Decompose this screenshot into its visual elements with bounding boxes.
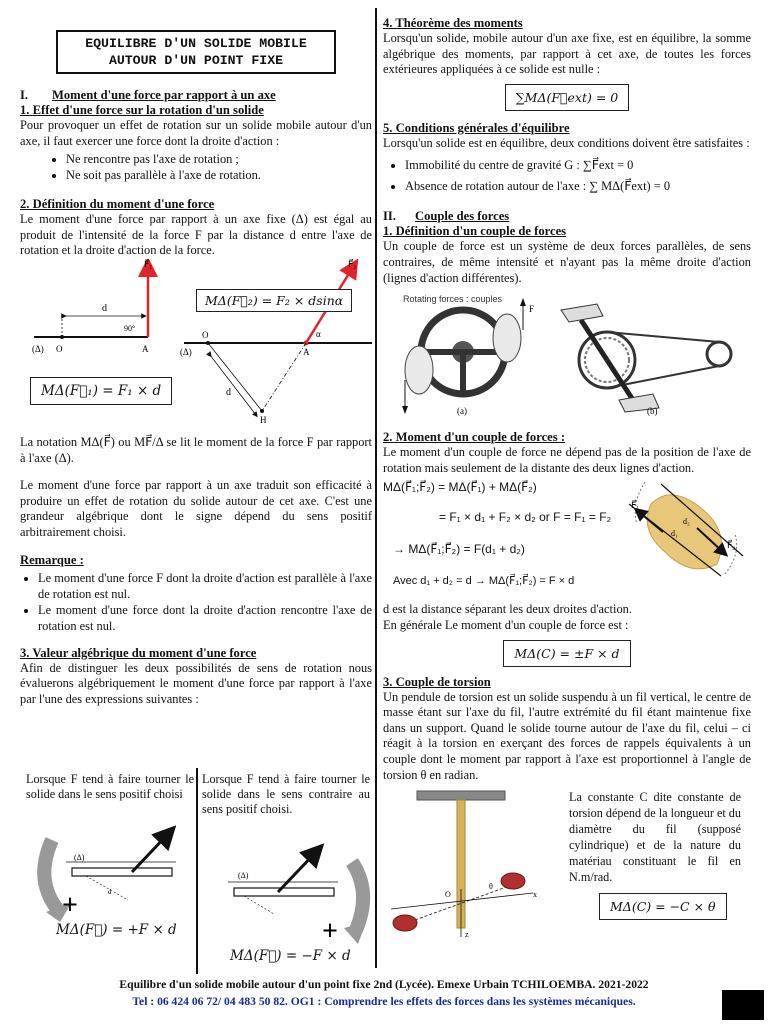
section-2-heading: II. Couple des forces: [383, 209, 510, 224]
couple-moment-heading: 2. Moment d'un couple de forces :: [383, 430, 566, 445]
delta-label-4: (Δ): [238, 871, 249, 880]
f1-label: F⃗₁: [144, 258, 153, 269]
torsion-block: [383, 789, 751, 939]
equation-line-3: → MΔ(F⃗₁;F⃗₂) = F(d₁ + d₂): [393, 542, 525, 557]
section-1-title: Moment d'une force par rapport à un axe: [52, 88, 276, 102]
couple-formula: MΔ(C) = ±F × d: [503, 640, 630, 667]
algebraic-cases: [16, 762, 374, 974]
theta-label: θ: [489, 882, 493, 892]
couple-d2-label: d₂: [683, 517, 690, 527]
column-divider: [375, 8, 377, 968]
subsection-1-heading: 1. Effet d'une force sur la rotation d'un solide: [20, 103, 264, 117]
formula-positive: MΔ(F⃗) = +F × d: [56, 922, 177, 938]
plus-sign-2: +: [322, 916, 338, 947]
list-item: • Le moment d'une force F dont la droite d'action est parallèle à l'axe de rotation est nul.: [38, 570, 372, 602]
list-item: • Ne rencontre pas l'axe de rotation ;: [66, 151, 372, 167]
footer-line-1: Equilibre d'un solide mobile autour d'un point fixe 2nd (Lycée). Emexe Urbain TCHILOEMBA. 2021-2022: [119, 978, 649, 991]
moment-text: Le moment d'une force par rapport à un axe traduit son efficacité à produire un effet de rotation du solide autour de cet axe. C'est une grandeur algébrique dont le signe dépend du sens positif arbitrairement choisi.: [20, 478, 372, 539]
couple-figure: [383, 290, 751, 420]
point-o-label-2: O: [202, 329, 209, 340]
subsection-3-heading: 3. Valeur algébrique du moment d'une force: [20, 645, 257, 660]
f2-label: F⃗₂: [348, 258, 357, 269]
list-item: • Ne soit pas parallèle à l'axe de rotation.: [66, 167, 372, 183]
footer-phone: Tel : 06 424 06 72/ 04 483 50 82.: [132, 995, 288, 1008]
couple-moment-block: [383, 480, 751, 594]
distance-d-label: d: [102, 302, 107, 314]
rotation-arrow-icon-2: [352, 862, 363, 930]
subsection-5-heading: 5. Conditions générales d'équilibre: [383, 120, 570, 135]
point-o-label: O: [56, 343, 63, 354]
alpha-label: α: [316, 328, 321, 339]
distance-d-label-3: d: [108, 888, 112, 896]
moment-diagram: [20, 259, 372, 435]
subsection-1-text: Pour provoquer un effet de rotation sur un solide mobile autour d'un axe, il faut exercer une force dont la droite d'action :: [20, 118, 372, 148]
torsion-side-text: La constante C dite constante de torsion dépend de la longueur et du diamètre du fil (supposé cylindrique) et de la nature du matériau constituant le fil en N.m/rad.: [569, 790, 741, 885]
angle-90-label: 90°: [124, 323, 136, 333]
list-item: • Immobilité du centre de gravité G : ∑F⃗ext = 0: [405, 155, 751, 176]
equation-line-1: MΔ(F⃗₁;F⃗₂) = MΔ(F⃗₁) + MΔ(F⃗₂): [383, 480, 537, 495]
couple-illustration: [383, 290, 751, 420]
distance-d-label-2: d: [226, 386, 231, 398]
point-h-label: H: [260, 414, 267, 425]
formula-f2-box: MΔ(F⃗₂) = F₂ × dsinα: [196, 289, 352, 312]
list-item: • Le moment d'une force dont la droite d'action rencontre l'axe de rotation est nul.: [38, 602, 372, 634]
delta-label-3: (Δ): [74, 853, 85, 862]
figure-a-label: (a): [457, 406, 467, 417]
couple-d1-label: d₁: [671, 529, 678, 539]
subsection-4-text: Lorsqu'un solide, mobile autour d'un axe fixe, est en équilibre, la somme algébrique des moments, par rapport à cet axe, de toutes les forces extérieures appliquées à ce solide est nulle :: [383, 31, 751, 77]
delta-label-2: (Δ): [180, 346, 192, 357]
remarque-heading: Remarque :: [20, 552, 84, 567]
document-title: [56, 30, 336, 74]
figure-b-label: (b): [647, 406, 658, 417]
point-a-label-2: A: [303, 346, 310, 357]
couple-figure-title: Rotating forces : couples: [403, 294, 503, 305]
list-item: • Absence de rotation autour de l'axe : ∑ MΔ(F⃗ext) = 0: [405, 176, 751, 197]
footer-objective: OG1 : Comprendre les effets des forces dans les systèmes mécaniques.: [287, 995, 636, 1008]
couple-def-text: Un couple de force est un système de deux forces parallèles, de sens contraires, de même intensité et n'ayant pas la même droite d'action (lignes d'action différentes).: [383, 239, 751, 285]
footer-line-2: [0, 993, 768, 1010]
couple-solid-diagram: [621, 474, 751, 588]
torsion-formula: MΔ(C) = −C × θ: [599, 893, 727, 920]
formula-negative: MΔ(F⃗) = −F × d: [230, 948, 351, 964]
corner-block: [722, 990, 764, 1020]
case-negative-text: Lorsque F tend à faire tourner le solide dans le sens contraire au sens positif choisi.: [202, 772, 370, 816]
point-a-label: A: [142, 343, 149, 354]
algebraic-figures: [16, 762, 374, 974]
couple-def-heading: 1. Définition d'un couple de forces: [383, 224, 567, 239]
force-f-label-2: F: [529, 304, 535, 315]
couple-general-text: En générale Le moment d'un couple de force est :: [383, 617, 629, 632]
torsion-heading: 3. Couple de torsion: [383, 674, 491, 689]
moment-theorem-formula: ∑MΔ(F⃗ext) = 0: [505, 84, 630, 111]
subsection-2-text: Le moment d'une force par rapport à un axe fixe (Δ) est égal au produit de l'intensité de la force F par la distance d entre l'axe de rotation et la droite d'action de la force.: [20, 212, 372, 258]
equation-line-4: Avec d₁ + d₂ = d → MΔ(F⃗₁;F⃗₂) = F × d: [393, 575, 575, 588]
origin-label: O: [445, 890, 451, 900]
plus-sign: +: [62, 890, 78, 921]
couple-moment-text: Le moment d'un couple de force ne dépend pas de la position de l'axe de rotation mais seulement de la distante des deux lignes d'action.: [383, 445, 751, 475]
subsection-5-text: Lorsqu'un solide est en équilibre, deux conditions doivent être satisfaites :: [383, 135, 750, 150]
subsection-3-text: Afin de distinguer les deux possibilités de sens de rotation nous évaluerons algébriquement le moment d'une force par rapport à l'axe par l'une des expressions suivantes :: [20, 660, 372, 706]
formula-f1-box: MΔ(F⃗₁) = F₁ × d: [30, 377, 172, 405]
subsection-5-bullets: [383, 155, 751, 197]
section-1-heading: [20, 88, 372, 103]
title-line-1: EQUILIBRE D'UN SOLIDE MOBILE: [85, 36, 307, 51]
moment-figure: [20, 259, 372, 435]
torsion-text: Un pendule de torsion est un solide suspendu à un fil vertical, le centre de masse étant sur l'axe du fil, l'autre extrémité du fil étant maintenue fixe dans un support. Quand le solide tourne autour de l'axe du fil, celui – ci réagit à la torsion en exerçant des forces de rappels équivalents à un couple dont le moment par rapport à l'axe est proportionnel à l'angle de torsion θ en radian.: [383, 689, 751, 782]
subsection-4-heading: 4. Théorème des moments: [383, 16, 523, 30]
remarque-bullets: [20, 570, 372, 634]
subsection-2-heading: 2. Définition du moment d'une force: [20, 197, 215, 212]
left-column: [20, 22, 372, 707]
rotation-arrow-icon: [44, 840, 58, 910]
equation-line-2: = F₁ × d₁ + F₂ × d₂ or F = F₁ = F₂: [439, 510, 612, 525]
title-line-2: AUTOUR D'UN POINT FIXE: [108, 53, 284, 68]
couple-f2-label: F⃗₂: [727, 540, 736, 551]
footer: [0, 976, 768, 1010]
couple-f1-label: F⃗₁: [631, 500, 640, 511]
couple-distance-text: d est la distance séparant les deux droites d'action.: [383, 602, 632, 617]
right-column: [383, 16, 751, 939]
notation-text: La notation MΔ(F⃗) ou MF⃗/Δ se lit le moment de la force F par rapport à l'axe (Δ).: [20, 434, 372, 465]
case-positive-text: Lorsque F tend à faire tourner le solide dans le sens positif choisi: [26, 772, 194, 801]
delta-label: (Δ): [32, 343, 44, 354]
torsion-pendulum-diagram: [383, 789, 559, 939]
axis-x-label: x: [533, 890, 537, 900]
section-1-number: I.: [20, 88, 29, 102]
axis-z-label: z: [465, 930, 469, 940]
subsection-1-bullets: [20, 151, 372, 183]
